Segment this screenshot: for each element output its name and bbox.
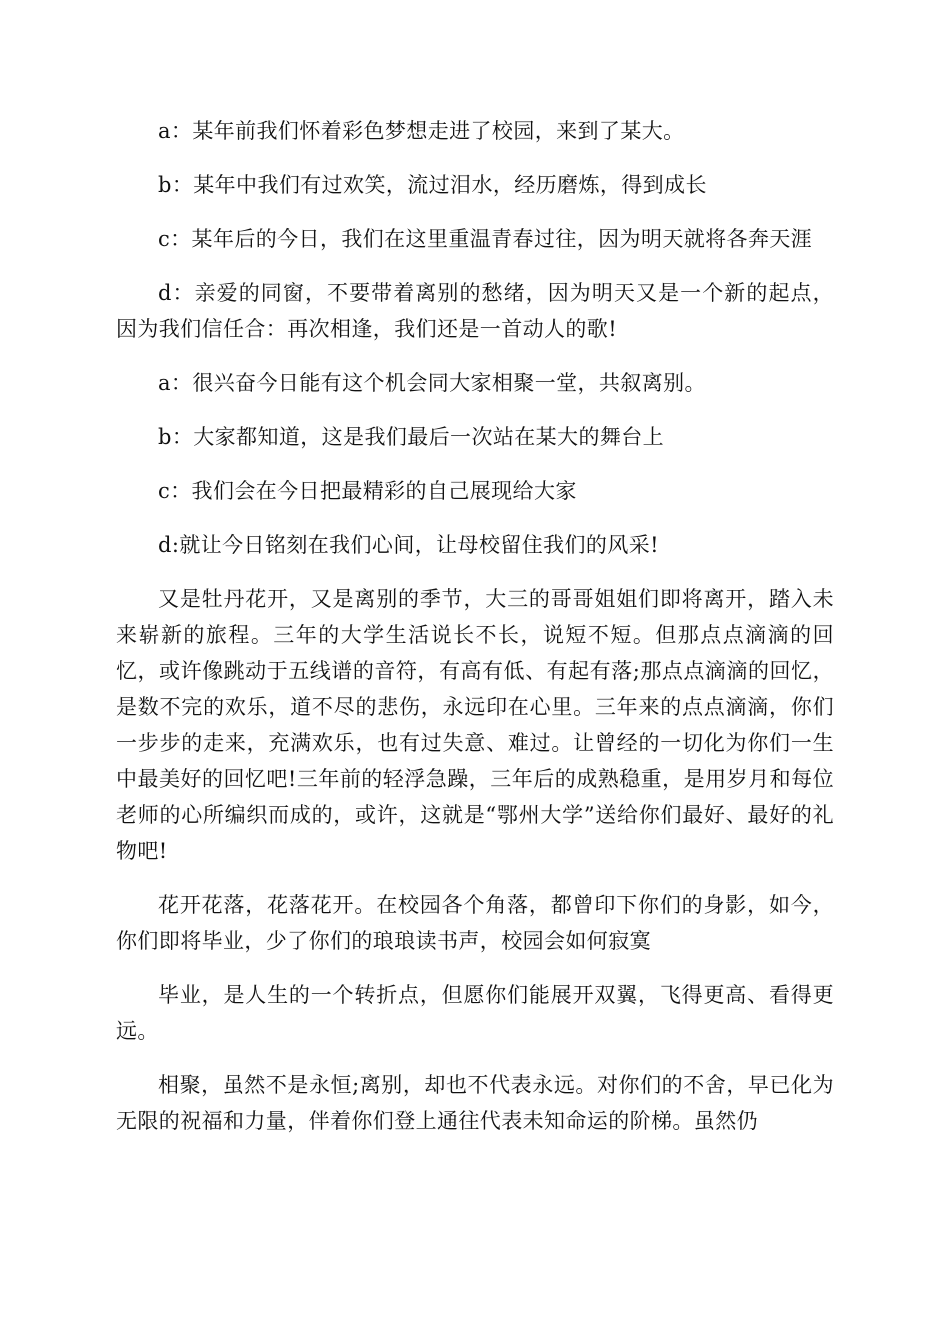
paragraph-5: a：很兴奋今日能有这个机会同大家相聚一堂，共叙离别。: [158, 371, 706, 395]
paragraph-4: d：亲爱的同窗，不要带着离别的愁绪，因为明天又是一个新的起点，因为我们信任合：再次相逢，我们还是一首动人的歌!: [116, 281, 834, 341]
paragraph-10: 花开花落，花落花开。在校园各个角落，都曾印下你们的身影，如今，你们即将毕业，少了你们的琅琅读书声，校园会如何寂寞: [116, 893, 834, 953]
document-body: [116, 113, 834, 1157]
paragraph-6: b：大家都知道，这是我们最后一次站在某大的舞台上: [158, 425, 665, 449]
paragraph-9: 又是牡丹花开，又是离别的季节，大三的哥哥姐姐们即将离开，踏入未来崭新的旅程。三年的大学生活说长不长，说短不短。但那点点滴滴的回忆，或许像跳动于五线谱的音符，有高有低、有起有落;那点点滴滴的回忆，是数不完的欢乐，道不尽的悲伤，永远印在心里。三年来的点点滴滴，你们一步步的走来，充满欢乐，也有过失意、难过。让曾经的一切化为你们一生中最美好的回忆吧!三年前的轻浮急躁，三年后的成熟稳重，是用岁月和每位老师的心所编织而成的，或许，这就是“鄂州大学”送给你们最好、最好的礼物吧!: [116, 587, 834, 863]
paragraph-3: c：某年后的今日，我们在这里重温青春过往，因为明天就将各奔天涯: [158, 227, 813, 251]
paragraph-1: a：某年前我们怀着彩色梦想走进了校园，来到了某大。: [158, 119, 685, 143]
paragraph-11: 毕业，是人生的一个转折点，但愿你们能展开双翼，飞得更高、看得更远。: [116, 983, 834, 1043]
paragraph-7: c：我们会在今日把最精彩的自己展现给大家: [158, 479, 577, 503]
paragraph-2: b：某年中我们有过欢笑，流过泪水，经历磨炼，得到成长: [158, 173, 707, 197]
paragraph-8: d:就让今日铭刻在我们心间，让母校留住我们的风采!: [158, 533, 659, 557]
paragraph-12: 相聚，虽然不是永恒;离别，却也不代表永远。对你们的不舍，早已化为无限的祝福和力量，伴着你们登上通往代表未知命运的阶梯。虽然仍: [116, 1073, 834, 1133]
